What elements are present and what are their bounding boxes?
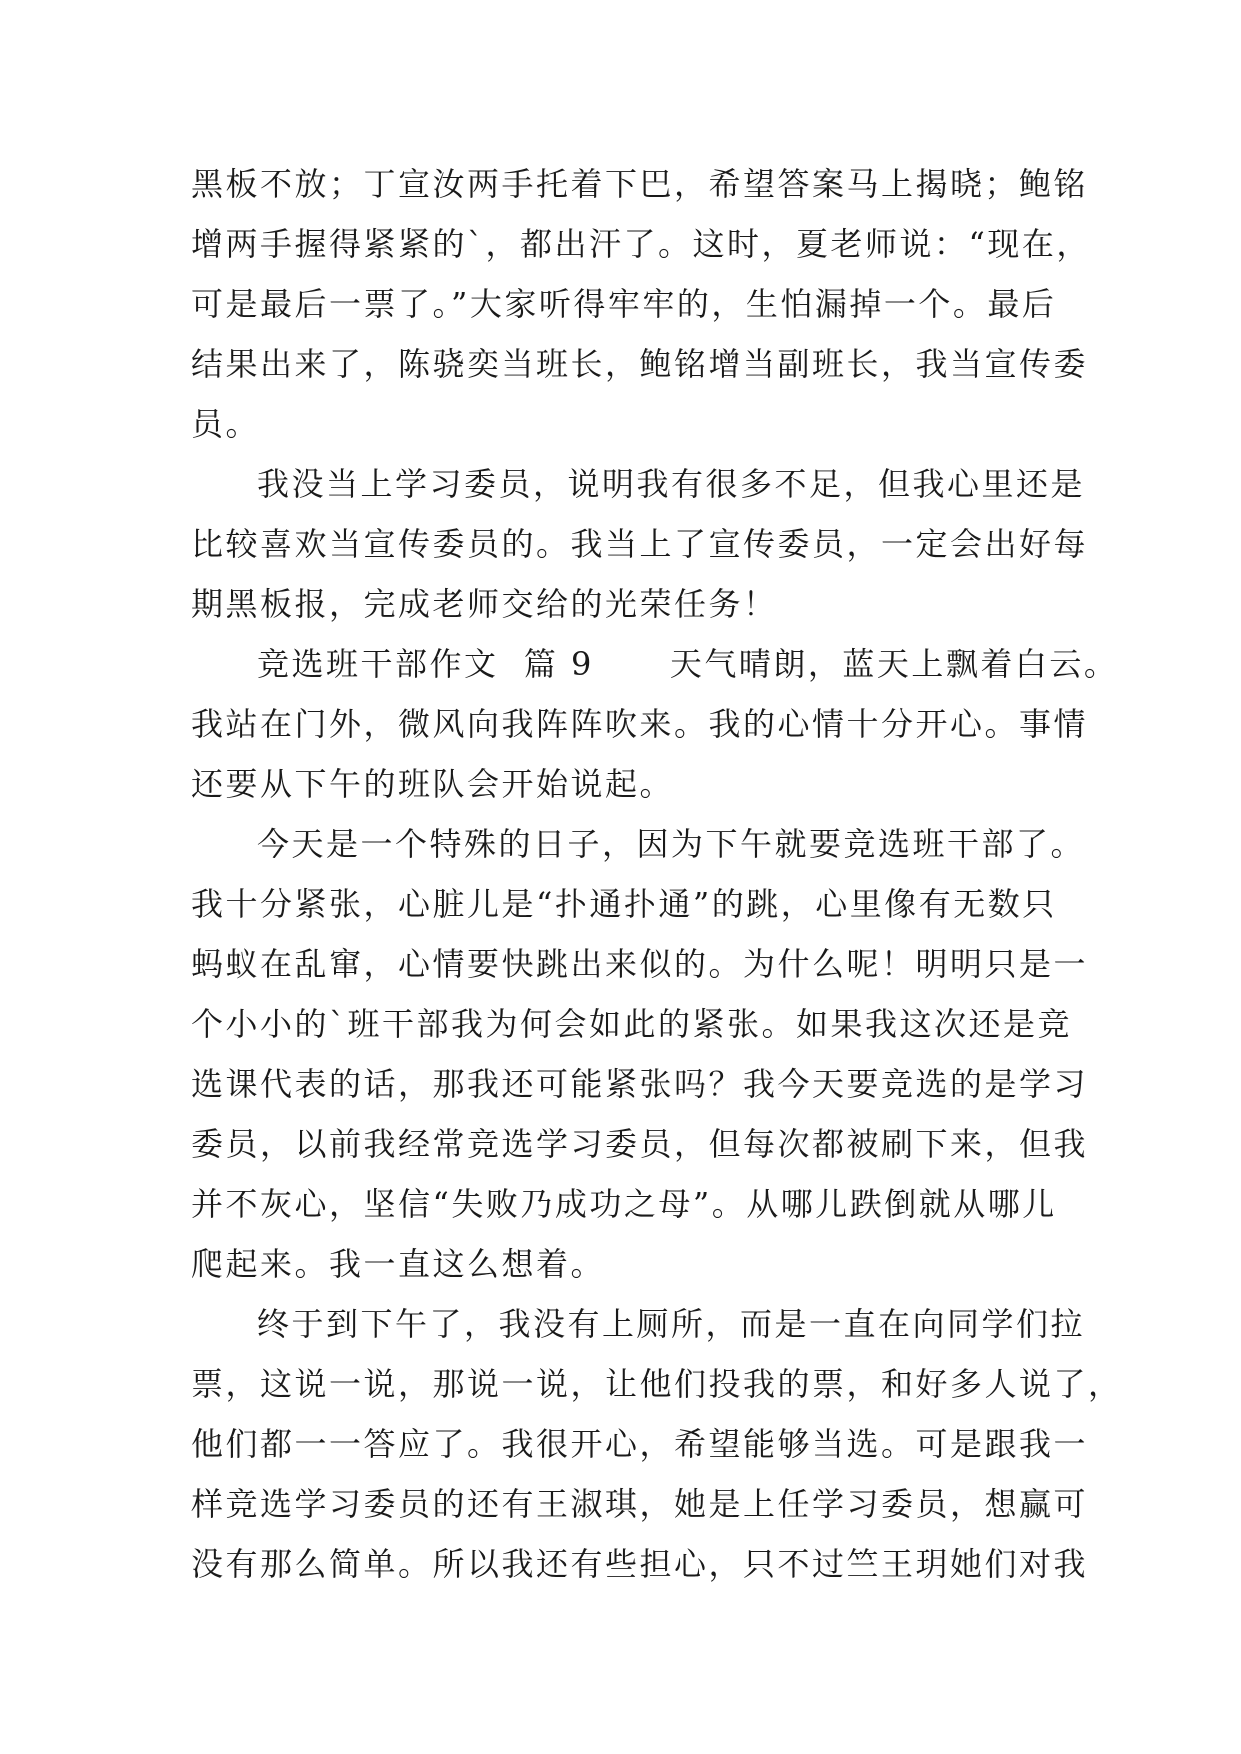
text-line: 选课代表的话，那我还可能紧张吗？我今天要竞选的是学习 — [191, 1065, 1089, 1103]
paragraph-start-line: 今天是一个特殊的日子，因为下午就要竞选班干部了。 — [257, 825, 1086, 863]
text-line: 个小小的`班干部我为何会如此的紧张。如果我这次还是竞 — [191, 1005, 1073, 1043]
text-line: 员。 — [191, 405, 261, 443]
paragraph-start-line: 终于到下午了，我没有上厕所，而是一直在向同学们拉 — [257, 1305, 1086, 1343]
text-line: 票，这说一说，那说一说，让他们投我的票，和好多人说了， — [191, 1365, 1123, 1403]
text-line: 样竞选学习委员的还有王淑琪，她是上任学习委员，想赢可 — [191, 1485, 1089, 1523]
text-line: 可是最后一票了。”大家听得牢牢的，生怕漏掉一个。最后 — [191, 285, 1057, 323]
text-line: 没有那么简单。所以我还有些担心，只不过竺王玥她们对我 — [191, 1545, 1089, 1583]
text-line: 黑板不放；丁宣汝两手托着下巴，希望答案马上揭晓；鲍铭 — [191, 165, 1089, 203]
text-line: 并不灰心，坚信“失败乃成功之母”。从哪儿跌倒就从哪儿 — [191, 1185, 1057, 1223]
text-line: 蚂蚁在乱窜，心情要快跳出来似的。为什么呢！明明只是一 — [191, 945, 1089, 983]
text-line: 增两手握得紧紧的`，都出汗了。这时，夏老师说：“现在， — [191, 225, 1091, 263]
text-line: 期黑板报，完成老师交给的光荣任务！ — [191, 585, 778, 623]
text-line: 比较喜欢当宣传委员的。我当上了宣传委员，一定会出好每 — [191, 525, 1089, 563]
text-line: 结果出来了，陈骁奕当班长，鲍铭增当副班长，我当宣传委 — [191, 345, 1089, 383]
text-line: 我站在门外，微风向我阵阵吹来。我的心情十分开心。事情 — [191, 705, 1089, 743]
text-line: 委员，以前我经常竞选学习委员，但每次都被刷下来，但我 — [191, 1125, 1089, 1163]
text-line: 他们都一一答应了。我很开心，希望能够当选。可是跟我一 — [191, 1425, 1089, 1463]
section-heading-line: 竞选班干部作文 篇 9 天气晴朗，蓝天上飘着白云。 — [257, 645, 1119, 683]
text-line: 还要从下午的班队会开始说起。 — [191, 765, 675, 803]
article-body — [191, 154, 1123, 1594]
text-line: 爬起来。我一直这么想着。 — [191, 1245, 606, 1283]
text-line: 我十分紧张，心脏儿是“扑通扑通”的跳，心里像有无数只 — [191, 885, 1057, 923]
paragraph-start-line: 我没当上学习委员，说明我有很多不足，但我心里还是 — [257, 465, 1086, 503]
